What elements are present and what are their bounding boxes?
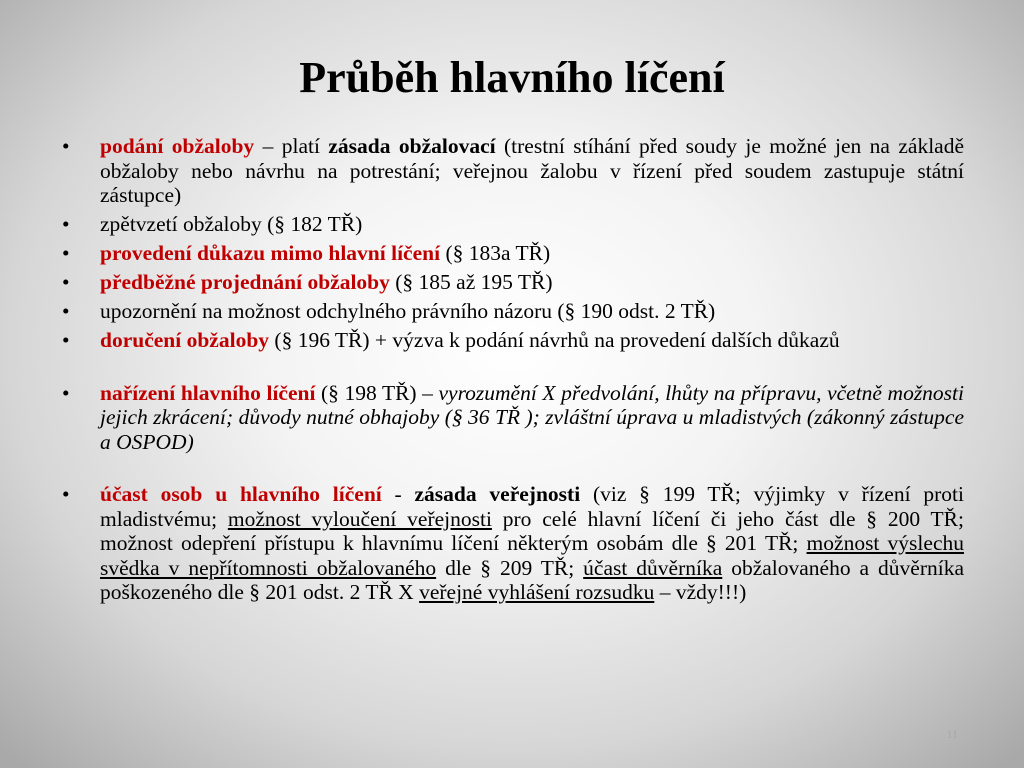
item-term: podání obžaloby bbox=[100, 134, 255, 158]
list-item bbox=[62, 134, 964, 208]
item-text: obžalovaného a důvěrníka poškozeného dle § 201 odst. 2 TŘ X bbox=[100, 555, 964, 604]
item-principle: zásada veřejnosti bbox=[414, 482, 581, 506]
bullet-icon: • bbox=[62, 482, 70, 506]
item-text: (§ 183a TŘ) bbox=[440, 241, 551, 265]
item-text: – platí bbox=[254, 134, 329, 158]
bullet-icon: • bbox=[62, 212, 70, 236]
bullet-list bbox=[62, 134, 964, 609]
list-item bbox=[62, 328, 964, 353]
slide-title: Průběh hlavního líčení bbox=[299, 53, 725, 102]
item-text: (trestní stíhání před soudy je možné jen na základě obžaloby nebo návrhu na potrestání; veřejnou žalobu v řízení před soudem zastupuje státní zástupce) bbox=[100, 134, 965, 207]
list-item bbox=[62, 212, 964, 237]
list-item bbox=[62, 381, 964, 455]
underlined-text: možnost vyloučení veřejnosti bbox=[227, 506, 492, 531]
item-text: - bbox=[381, 482, 415, 506]
underlined-text: možnost výslechu svědka v nepřítomnosti obžalovaného bbox=[100, 531, 964, 580]
list-item bbox=[62, 482, 964, 605]
item-text: (viz § 199 TŘ; výjimky v řízení proti mladistvému; bbox=[100, 482, 964, 531]
item-term: doručení obžaloby bbox=[100, 328, 270, 352]
item-text: (§ 196 TŘ) + výzva k podání návrhů na provedení dalších důkazů bbox=[269, 328, 840, 352]
bullet-icon: • bbox=[62, 299, 70, 323]
bullet-icon: • bbox=[62, 328, 70, 352]
bullet-icon: • bbox=[62, 380, 70, 405]
underlined-text: účast důvěrníka bbox=[583, 555, 723, 580]
item-italic-text: vyrozumění X předvolání, lhůty na přípravu, včetně možnosti jejich zkrácení; důvody nutné obhajoby (§ 36 TŘ ); zvláštní úprava u mladistvých (zákonný zástupce a OSPOD) bbox=[100, 380, 964, 454]
bullet-icon: • bbox=[62, 270, 70, 294]
list-item bbox=[62, 270, 964, 295]
item-text: upozornění na možnost odchylného právního názoru (§ 190 odst. 2 TŘ) bbox=[100, 299, 716, 323]
item-text: pro celé hlavní líčení či jeho část dle § 200 TŘ; možnost odepření přístupu k hlavnímu líčení některým osobám dle § 201 TŘ; bbox=[100, 506, 964, 555]
item-text: dle § 209 TŘ; bbox=[436, 555, 584, 580]
list-item bbox=[62, 241, 964, 266]
bullet-icon: • bbox=[62, 241, 70, 265]
bullet-icon: • bbox=[62, 134, 70, 158]
item-text: zpětvzetí obžaloby (§ 182 TŘ) bbox=[100, 212, 363, 236]
item-term: provedení důkazu mimo hlavní líčení bbox=[100, 241, 441, 265]
item-term: předběžné projednání obžaloby bbox=[100, 270, 390, 294]
item-principle: zásada obžalovací bbox=[328, 134, 496, 158]
item-term: účast osob u hlavního líčení bbox=[100, 482, 382, 506]
item-text: – vždy!!!) bbox=[654, 580, 747, 604]
page-number: 11 bbox=[946, 727, 958, 741]
item-term: nařízení hlavního líčení bbox=[100, 380, 316, 405]
item-text: (§ 185 až 195 TŘ) bbox=[389, 270, 553, 294]
underlined-text: veřejné vyhlášení rozsudku bbox=[419, 580, 655, 604]
item-text: (§ 198 TŘ) – bbox=[315, 380, 439, 405]
list-item bbox=[62, 299, 964, 324]
